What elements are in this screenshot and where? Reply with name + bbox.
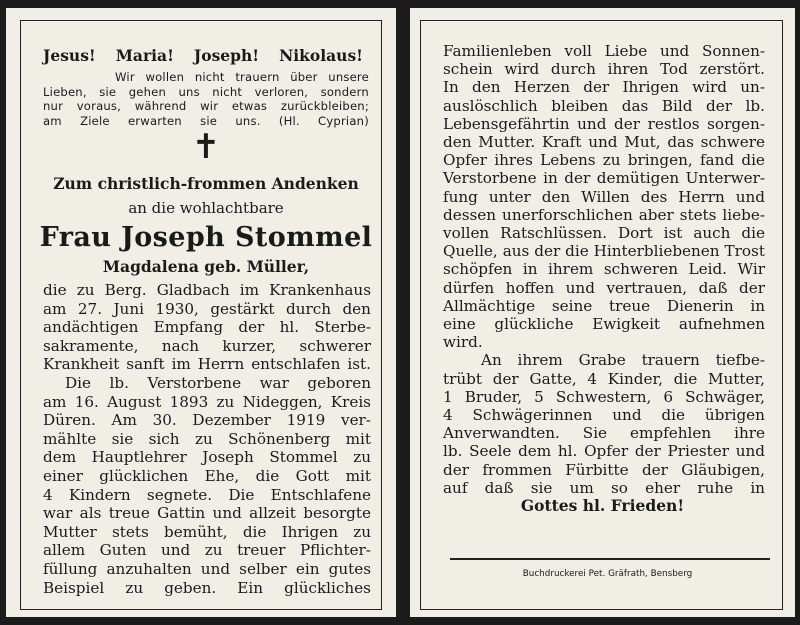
body-line: den Mutter. Kraft und Mut, das schwere xyxy=(443,133,765,151)
body-line: Quelle, aus der die Hinterbliebenen Trost xyxy=(443,242,765,261)
body-line: Opfer ihres Lebens zu bringen, fand die xyxy=(443,151,765,170)
invocation-jesus: Jesus! xyxy=(43,46,96,65)
left-memorial-panel xyxy=(6,8,396,617)
body-line: trübt der Gatte, 4 Kinder, die Mutter, xyxy=(443,369,765,388)
body-line: Allmächtige seine treue Dienerin in xyxy=(443,296,765,315)
closing-line: Gottes hl. Frieden! xyxy=(520,496,685,515)
quote-line: nur voraus, während wir etwas zurückbleiben; xyxy=(43,99,369,113)
body-line: andächtigen Empfang der hl. Sterbe- xyxy=(43,318,371,337)
body-line: Krankheit sanft im Herrn entschlafen ist. xyxy=(43,355,371,374)
body-line: auslöschlich bleiben das Bild der lb. xyxy=(443,96,765,115)
body-line: Mutter stets bemüht, die Ihrigen zu xyxy=(43,522,371,541)
body-line: Die lb. Verstorbene war geboren xyxy=(65,374,371,392)
body-line: die zu Berg. Gladbach im Krankenhaus xyxy=(43,281,371,299)
body-line: Anverwandten. Sie empfehlen ihre xyxy=(443,424,765,443)
printer-divider xyxy=(450,558,770,560)
body-line: am 27. Juni 1930, gestärkt durch den xyxy=(43,299,371,318)
body-line: sakramente, nach kurzer, schwerer xyxy=(43,336,371,355)
body-line: An ihrem Grabe trauern tiefbe- xyxy=(481,351,765,370)
cross-icon: ✝ xyxy=(191,127,221,167)
body-line: Düren. Am 30. Dezember 1919 ver- xyxy=(43,411,371,430)
body-line: wird. xyxy=(443,333,483,352)
body-line: allem Guten und zu treuer Pflichter- xyxy=(43,541,371,560)
body-line: eine glückliche Ewigkeit aufnehmen xyxy=(443,315,765,333)
body-line: dürfen hoffen und vertrauen, daß der xyxy=(443,278,765,297)
printer-imprint: Buchdruckerei Pet. Gräfrath, Bensberg xyxy=(522,569,693,579)
invocation-line xyxy=(43,48,363,64)
deceased-name: Frau Joseph Stommel xyxy=(39,222,373,253)
body-line: lb. Seele dem hl. Opfer der Priester und xyxy=(443,442,765,461)
invocation-nikolaus: Nikolaus! xyxy=(279,46,363,65)
body-line: schein wird durch ihren Tod zerstört. xyxy=(443,60,765,79)
body-line: schöpfen in ihrem schweren Leid. Wir xyxy=(443,260,765,279)
quote-line: Lieben, sie gehen uns nicht verloren, sondern xyxy=(43,84,369,99)
invocation-maria: Maria! xyxy=(115,46,174,65)
body-line: war als treue Gattin und allzeit besorgte xyxy=(43,504,371,523)
body-line: fung unter den Willen des Herrn und xyxy=(443,187,765,206)
body-line: dessen unerforschlichen aber stets liebe- xyxy=(443,205,765,224)
body-line: Verstorbene in der demütigen Unterwer- xyxy=(443,169,765,188)
body-line: am 16. August 1893 zu Nideggen, Kreis xyxy=(43,392,371,411)
body-line: 1 Bruder, 5 Schwestern, 6 Schwäger, xyxy=(443,387,765,406)
body-line: dem Hauptlehrer Joseph Stommel zu xyxy=(43,448,371,467)
memorial-heading: Zum christlich-frommen Andenken xyxy=(53,174,359,193)
quote-line: am Ziele erwarten sie uns. (Hl. Cyprian) xyxy=(43,113,369,128)
body-line: vollen Ratschlüssen. Dort ist auch die xyxy=(443,224,765,242)
body-line: 4 Schwägerinnen und die übrigen xyxy=(443,406,765,424)
dedication-line: an die wohlachtbare xyxy=(128,199,284,217)
body-line: mählte sie sich zu Schönenberg mit xyxy=(43,429,371,448)
maiden-name: Magdalena geb. Müller, xyxy=(102,257,310,276)
body-line: der frommen Fürbitte der Gläubigen, xyxy=(443,460,765,479)
right-memorial-panel xyxy=(410,8,795,617)
body-line: Familienleben voll Liebe und Sonnen- xyxy=(443,42,765,60)
body-line: 4 Kindern segnete. Die Entschlafene xyxy=(43,485,371,504)
body-line: Beispiel zu geben. Ein glückliches xyxy=(43,578,371,597)
body-line: auf daß sie um so eher ruhe in xyxy=(443,478,765,497)
quote-line: Wir wollen nicht trauern über unsere xyxy=(115,70,369,84)
body-line: In den Herzen der Ihrigen wird un- xyxy=(443,78,765,97)
body-line: einer glücklichen Ehe, die Gott mit xyxy=(43,467,371,485)
invocation-joseph: Joseph! xyxy=(193,46,260,65)
body-line: Lebensgefährtin und der restlos sorgen- xyxy=(443,114,765,133)
body-line: füllung anzuhalten und selber ein gutes xyxy=(43,560,371,578)
